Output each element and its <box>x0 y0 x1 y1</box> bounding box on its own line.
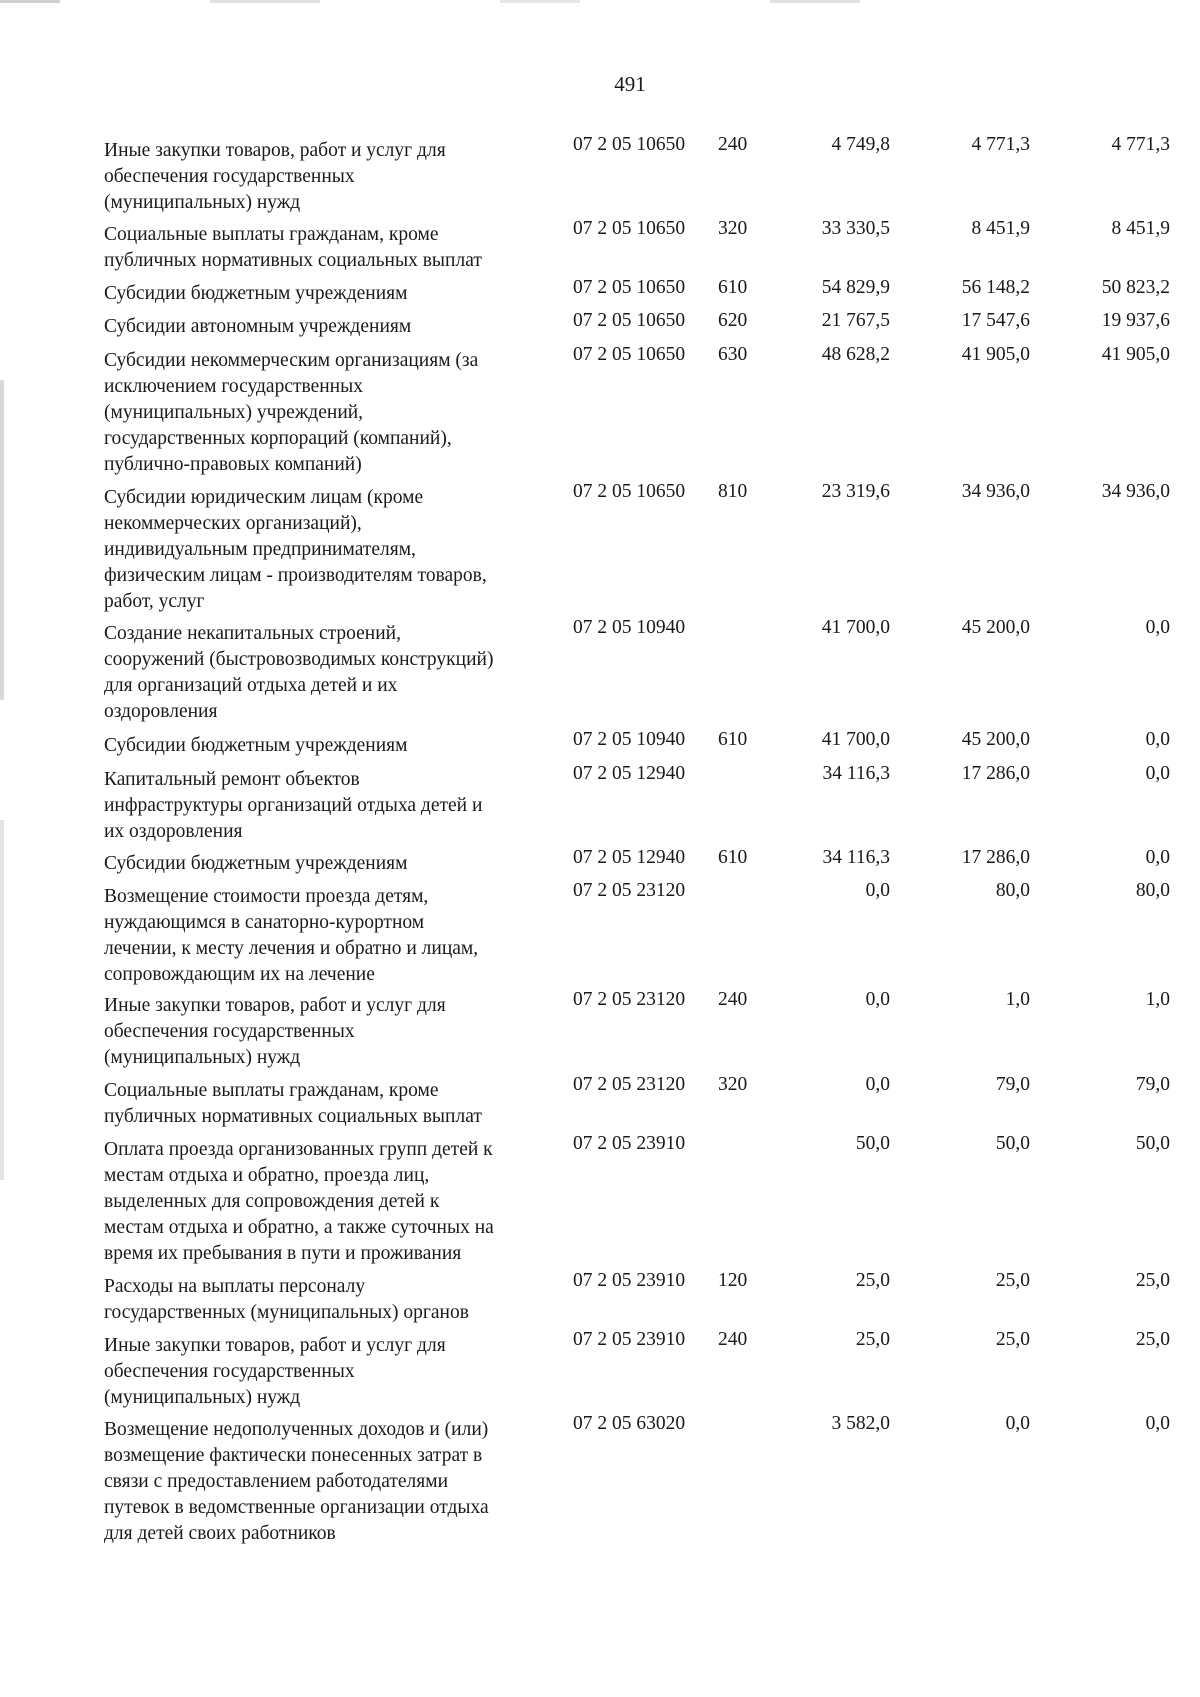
scan-edge-shadow <box>0 380 4 700</box>
row-value-year-1: 41 700,0 <box>821 617 890 638</box>
row-value-year-3: 25,0 <box>1135 1270 1170 1291</box>
row-value-year-3: 50 823,2 <box>1101 277 1170 298</box>
row-description: Возмещение недополученных доходов и (или) возмещение фактически понесенных затрат в связи с предоставлением работодателями путевок в ведомственные организации отдыха для детей своих работников <box>104 1419 489 1544</box>
row-value-year-3: 1,0 <box>1145 989 1170 1010</box>
row-value-year-1: 54 829,9 <box>821 277 890 298</box>
row-value-year-3: 79,0 <box>1135 1074 1170 1095</box>
row-description: Субсидии юридическим лицам (кроме некоммерческих организаций), индивидуальным предпринимателям, физическим лицам - производителям товаров, работ, услуг <box>104 487 487 612</box>
row-target-code: 07 2 05 12940 <box>573 847 686 868</box>
row-target-code: 07 2 05 10650 <box>573 344 686 365</box>
row-value-year-1: 33 330,5 <box>821 218 890 239</box>
row-description: Субсидии бюджетным учреждениям <box>104 283 408 304</box>
row-value-year-3: 0,0 <box>1145 729 1170 750</box>
row-value-year-2: 80,0 <box>995 880 1030 901</box>
row-target-code: 07 2 05 23120 <box>573 1074 686 1095</box>
row-description: Субсидии автономным учреждениям <box>104 316 412 337</box>
row-value-year-3: 0,0 <box>1145 617 1170 638</box>
row-target-code: 07 2 05 23120 <box>573 989 686 1010</box>
row-description: Создание некапитальных строений, сооружений (быстровозводимых конструкций) для организаций отдыха детей и их оздоровления <box>104 623 494 722</box>
row-value-year-2: 45 200,0 <box>961 617 1030 638</box>
row-value-year-1: 41 700,0 <box>821 729 890 750</box>
row-description: Оплата проезда организованных групп детей к местам отдыха и обратно, проезда лиц, выделенных для сопровождения детей к местам отдыха и обратно, а также суточных на время их пребывания в пути и проживания <box>104 1139 494 1264</box>
row-expense-type: 120 <box>718 1270 748 1291</box>
row-description: Иные закупки товаров, работ и услуг для обеспечения государственных (муниципальных) нужд <box>104 995 446 1068</box>
row-value-year-3: 0,0 <box>1145 1413 1170 1434</box>
row-value-year-3: 25,0 <box>1135 1329 1170 1350</box>
row-target-code: 07 2 05 23910 <box>573 1329 686 1350</box>
row-expense-type: 240 <box>718 1329 748 1350</box>
row-value-year-2: 17 286,0 <box>961 763 1030 784</box>
row-value-year-1: 0,0 <box>865 989 890 1010</box>
row-expense-type: 610 <box>718 729 748 750</box>
row-target-code: 07 2 05 10650 <box>573 134 686 155</box>
row-description: Социальные выплаты гражданам, кроме публичных нормативных социальных выплат <box>104 1080 482 1127</box>
row-value-year-2: 50,0 <box>995 1133 1030 1154</box>
row-target-code: 07 2 05 10650 <box>573 310 686 331</box>
row-value-year-3: 19 937,6 <box>1101 310 1170 331</box>
row-description: Социальные выплаты гражданам, кроме публичных нормативных социальных выплат <box>104 224 482 271</box>
row-value-year-1: 21 767,5 <box>821 310 890 331</box>
row-target-code: 07 2 05 23120 <box>573 880 686 901</box>
row-value-year-3: 8 451,9 <box>1111 218 1170 239</box>
row-description: Капитальный ремонт объектов инфраструктуры организаций отдыха детей и их оздоровления <box>104 769 483 842</box>
row-value-year-3: 41 905,0 <box>1101 344 1170 365</box>
row-target-code: 07 2 05 23910 <box>573 1270 686 1291</box>
row-description: Субсидии бюджетным учреждениям <box>104 853 408 874</box>
row-target-code: 07 2 05 10650 <box>573 481 686 502</box>
row-description: Расходы на выплаты персоналу государственных (муниципальных) органов <box>104 1276 469 1323</box>
row-target-code: 07 2 05 10650 <box>573 218 686 239</box>
scan-edge-shadow <box>0 820 4 1180</box>
row-target-code: 07 2 05 10650 <box>573 277 686 298</box>
scan-top-artifact <box>500 0 580 3</box>
row-value-year-3: 0,0 <box>1145 763 1170 784</box>
row-value-year-1: 25,0 <box>855 1270 890 1291</box>
row-value-year-2: 41 905,0 <box>961 344 1030 365</box>
scan-top-artifact <box>0 0 60 3</box>
row-value-year-1: 48 628,2 <box>821 344 890 365</box>
row-value-year-2: 4 771,3 <box>971 134 1030 155</box>
row-description: Субсидии бюджетным учреждениям <box>104 735 408 756</box>
row-value-year-1: 25,0 <box>855 1329 890 1350</box>
row-value-year-3: 50,0 <box>1135 1133 1170 1154</box>
row-target-code: 07 2 05 10940 <box>573 729 686 750</box>
row-value-year-1: 3 582,0 <box>831 1413 890 1434</box>
row-value-year-1: 50,0 <box>855 1133 890 1154</box>
row-value-year-2: 45 200,0 <box>961 729 1030 750</box>
row-expense-type: 610 <box>718 847 748 868</box>
row-description: Субсидии некоммерческим организациям (за исключением государственных (муниципальных) учреждений, государственных корпораций (компаний), публично-правовых компаний) <box>104 350 479 475</box>
row-expense-type: 810 <box>718 481 748 502</box>
row-description: Возмещение стоимости проезда детям, нуждающимся в санаторно-курортном лечении, к месту лечения и обратно и лицам, сопровождающим их на лечение <box>104 886 479 985</box>
row-value-year-2: 34 936,0 <box>961 481 1030 502</box>
row-value-year-2: 17 286,0 <box>961 847 1030 868</box>
row-expense-type: 630 <box>718 344 748 365</box>
scan-top-artifact <box>210 0 320 3</box>
row-value-year-3: 4 771,3 <box>1111 134 1170 155</box>
row-value-year-2: 17 547,6 <box>961 310 1030 331</box>
row-target-code: 07 2 05 12940 <box>573 763 686 784</box>
row-description: Иные закупки товаров, работ и услуг для обеспечения государственных (муниципальных) нужд <box>104 1335 446 1408</box>
row-value-year-1: 0,0 <box>865 880 890 901</box>
row-target-code: 07 2 05 10940 <box>573 617 686 638</box>
row-value-year-2: 56 148,2 <box>961 277 1030 298</box>
row-expense-type: 320 <box>718 218 748 239</box>
row-description: Иные закупки товаров, работ и услуг для обеспечения государственных (муниципальных) нужд <box>104 140 446 213</box>
row-value-year-3: 0,0 <box>1145 847 1170 868</box>
row-value-year-2: 1,0 <box>1005 989 1030 1010</box>
row-value-year-2: 0,0 <box>1005 1413 1030 1434</box>
row-value-year-2: 8 451,9 <box>971 218 1030 239</box>
scan-top-artifact <box>770 0 860 3</box>
row-value-year-1: 23 319,6 <box>821 481 890 502</box>
row-value-year-2: 79,0 <box>995 1074 1030 1095</box>
row-expense-type: 240 <box>718 134 748 155</box>
row-expense-type: 610 <box>718 277 748 298</box>
row-expense-type: 240 <box>718 989 748 1010</box>
row-value-year-1: 4 749,8 <box>831 134 890 155</box>
row-value-year-3: 80,0 <box>1135 880 1170 901</box>
row-target-code: 07 2 05 23910 <box>573 1133 686 1154</box>
row-target-code: 07 2 05 63020 <box>573 1413 686 1434</box>
row-value-year-1: 34 116,3 <box>822 847 890 868</box>
row-value-year-1: 34 116,3 <box>822 763 890 784</box>
row-value-year-1: 0,0 <box>865 1074 890 1095</box>
row-value-year-2: 25,0 <box>995 1270 1030 1291</box>
row-value-year-3: 34 936,0 <box>1101 481 1170 502</box>
row-expense-type: 320 <box>718 1074 748 1095</box>
row-value-year-2: 25,0 <box>995 1329 1030 1350</box>
row-expense-type: 620 <box>718 310 748 331</box>
page-number: 491 <box>614 72 646 96</box>
